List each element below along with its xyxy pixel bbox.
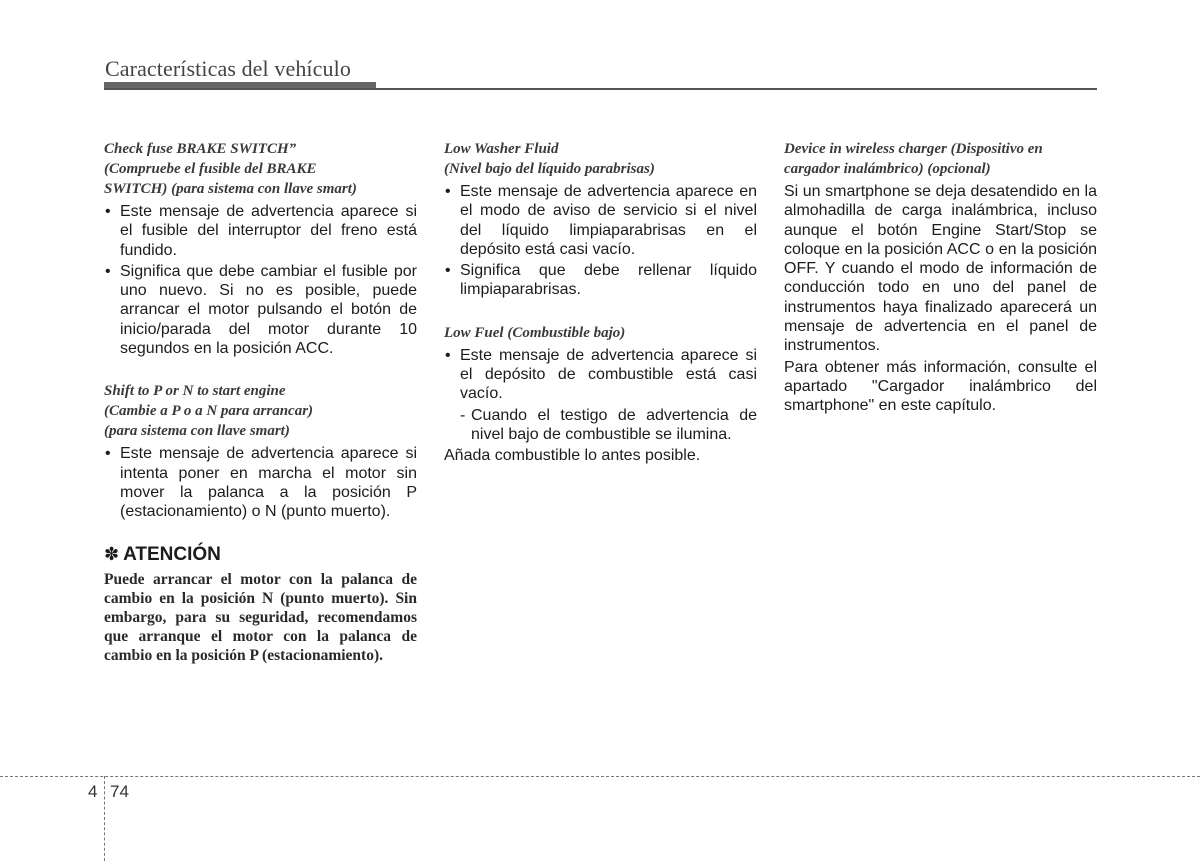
dash-item [444, 406, 757, 445]
heading-line: (Compruebe el fusible del BRAKE [104, 161, 317, 177]
heading-line: Check fuse BRAKE SWITCH” [104, 141, 297, 157]
heading-line: (Nivel bajo del líquido parabrisas) [444, 161, 655, 177]
paragraph-wireless-charger: Si un smartphone se deja desatendido en la almohadilla de carga inalámbrica, incluso aunque el botón Engine Start/Stop se coloque en la posición ACC o en la posición OFF. Y cuando el modo de información de conducción todo en uno del panel de instrumentos haya finalizado aparecerá un mensaje de advertencia en el panel de instrumentos. [784, 183, 1097, 355]
section-heading-low-washer-fluid [444, 139, 757, 179]
section-heading-brake-switch [104, 139, 417, 199]
heading-line: Shift to P or N to start engine [104, 383, 286, 400]
column-left [104, 139, 417, 665]
column-middle [444, 139, 757, 466]
paragraph-add-fuel: Añada combustible lo antes posible. [444, 447, 701, 465]
section-number: 4 [88, 782, 98, 801]
bullet-item: • Significa que debe cambiar el fusible por uno nuevo. Si no es posible, puede arrancar el motor pulsando el botón de inicio/parada del motor durante 10 segundos en la posición ACC. [104, 262, 417, 358]
dash-item-text: Cuando el testigo de advertencia de nivel bajo de combustible se ilumina. [471, 406, 757, 443]
notice-title-text: ATENCIÓN [123, 543, 221, 565]
section-heading-shift-to-p [104, 381, 417, 441]
section-heading-low-fuel [444, 323, 757, 343]
footer-rule [0, 776, 1200, 777]
bullet-list-low-washer-fluid [444, 182, 757, 300]
section-heading-wireless-charger [784, 139, 1097, 179]
notice-body: Puede arrancar el motor con la palanca de cambio en la posición N (punto muerto). Sin embargo, para su seguridad, recomendamos que arranque el motor con la palanca de cambio en la posición P (estacionamiento). [104, 570, 417, 664]
heading-line: cargador inalámbrico) (opcional) [784, 161, 991, 177]
bullet-list-low-fuel [444, 346, 757, 404]
column-right [784, 139, 1097, 416]
asterisk-icon: ✽ [104, 544, 120, 565]
heading-line: Device in wireless charger (Dispositivo en [784, 141, 1043, 157]
footer-divider [104, 776, 105, 861]
bullet-item: • Este mensaje de advertencia aparece si el fusible del interruptor del freno está fundido. [104, 202, 417, 260]
bullet-list-shift-to-p [104, 444, 417, 521]
paragraph-more-info: Para obtener más información, consulte el apartado "Cargador inalámbrico del smartphone" en este capítulo. [784, 358, 1097, 415]
heading-line: Low Fuel (Combustible bajo) [444, 324, 626, 341]
bullet-list-brake-switch [104, 202, 417, 358]
notice-title [104, 544, 417, 566]
header-rule [104, 88, 1097, 90]
bullet-item: • Significa que debe rellenar líquido limpiaparabrisas. [444, 261, 757, 300]
heading-line: (para sistema con llave smart) [104, 423, 290, 440]
bullet-item: • Este mensaje de advertencia aparece si el depósito de combustible está casi vacío. [444, 346, 757, 404]
heading-line: (Cambie a P o a N para arrancar) [104, 403, 314, 420]
heading-line: Low Washer Fluid [444, 141, 559, 157]
page-number: 74 [110, 782, 129, 801]
dash-mark: - [460, 406, 466, 424]
bullet-item: • Este mensaje de advertencia aparece en el modo de aviso de servicio si el nivel del líquido limpiaparabrisas en el depósito está casi vacío. [444, 182, 757, 259]
bullet-item: • Este mensaje de advertencia aparece si intenta poner en marcha el motor sin mover la palanca a la posición P (estacionamiento) o N (punto muerto). [104, 444, 417, 521]
heading-line: SWITCH) (para sistema con llave smart) [104, 181, 357, 197]
page-header-title: Características del vehículo [105, 56, 351, 81]
